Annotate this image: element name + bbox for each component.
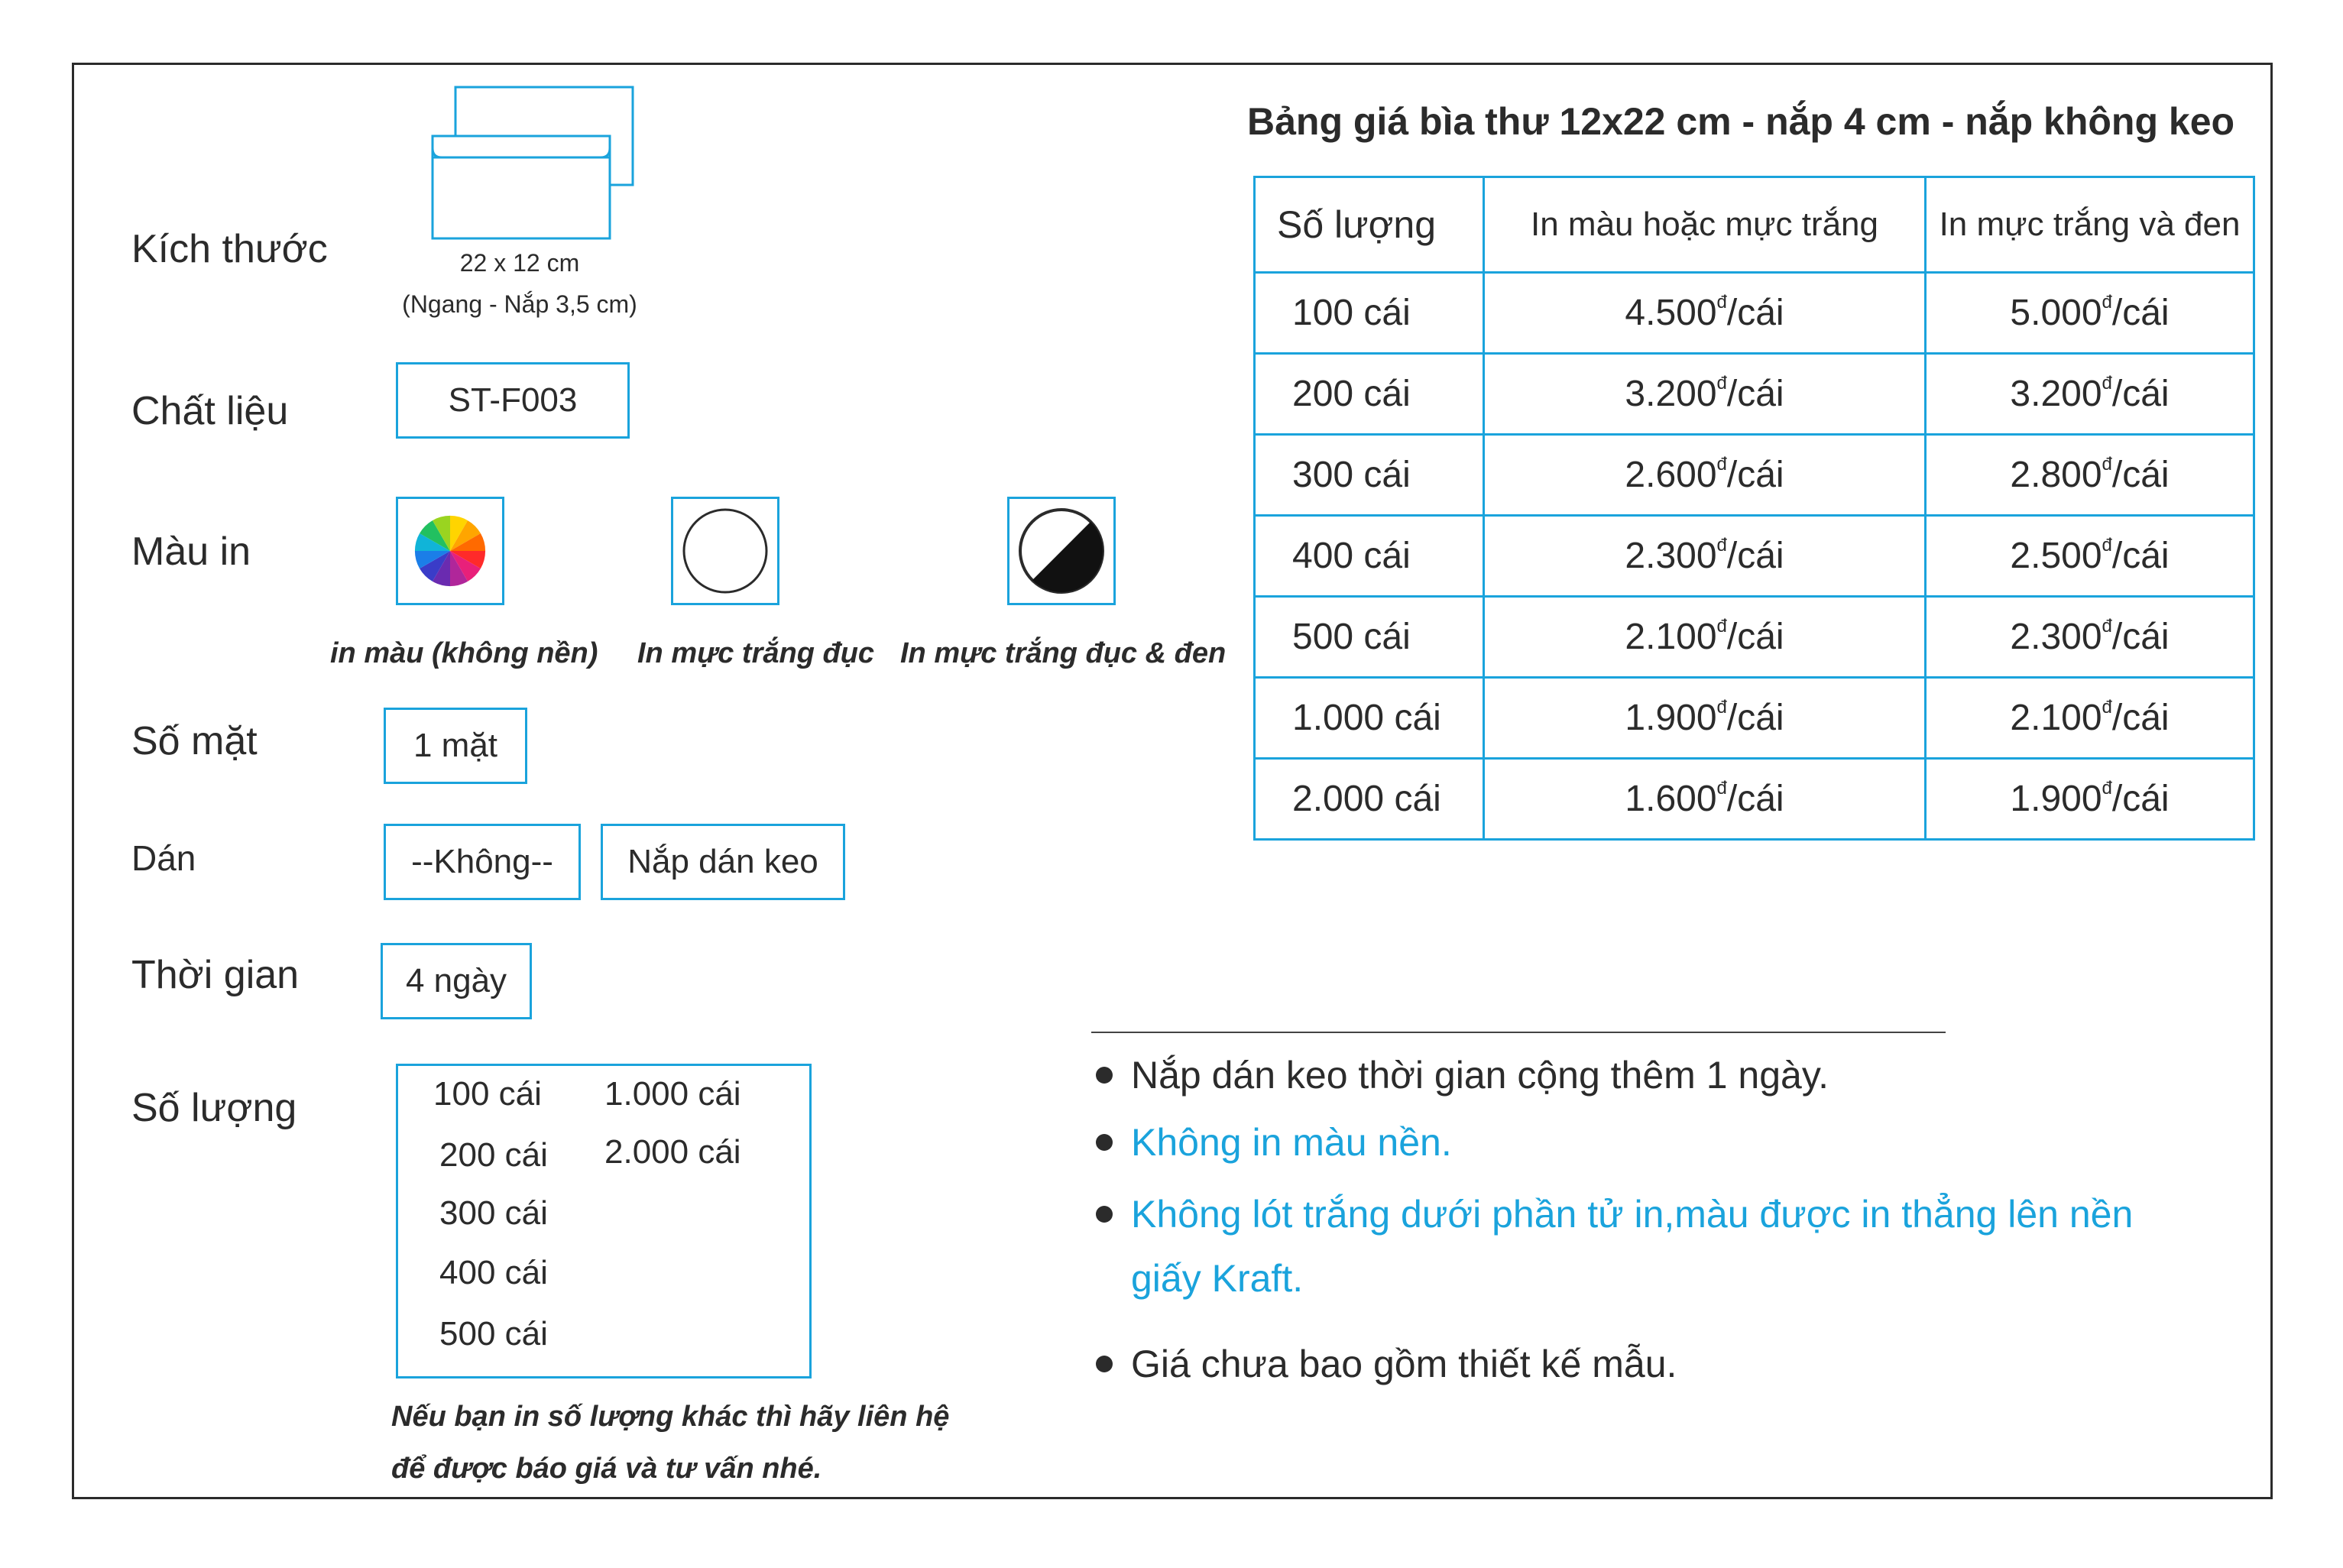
currency-mark: đ — [2102, 292, 2112, 313]
print-color-label: Màu in — [131, 530, 251, 574]
currency-mark: đ — [1716, 292, 1727, 313]
unit-suffix: /cái — [1726, 455, 1784, 495]
note-item — [1093, 1332, 2239, 1396]
bullet-icon — [1096, 1134, 1113, 1151]
unit-suffix: /cái — [1726, 536, 1784, 576]
bullet-icon — [1096, 1356, 1113, 1372]
unit-suffix: /cái — [2111, 455, 2170, 495]
unit-suffix: /cái — [2111, 779, 2170, 819]
table-row — [1255, 678, 2254, 759]
price-table — [1253, 176, 2255, 841]
cell-quantity: 1.000 cái — [1255, 678, 1484, 759]
price-value: 2.800 — [2010, 455, 2102, 495]
currency-mark: đ — [1716, 535, 1727, 556]
quantity-item[interactable]: 200 cái — [439, 1136, 548, 1174]
quantity-list — [396, 1064, 812, 1378]
print-caption-white-black: In mực trắng đục & đen — [900, 637, 1227, 669]
note-text: Không in màu nền. — [1131, 1121, 1452, 1164]
cell-price-white-black — [1926, 759, 2254, 840]
cell-price-color — [1484, 759, 1926, 840]
price-table-header — [1255, 177, 2254, 273]
unit-suffix: /cái — [1726, 617, 1784, 657]
quantity-item[interactable]: 400 cái — [439, 1254, 548, 1291]
price-value: 1.600 — [1625, 779, 1717, 819]
time-label: Thời gian — [131, 953, 300, 997]
price-value: 5.000 — [2010, 293, 2102, 333]
cell-price-white-black — [1926, 516, 2254, 597]
table-row — [1255, 516, 2254, 597]
glue-option-none[interactable]: --Không-- — [384, 824, 581, 900]
cell-price-color — [1484, 435, 1926, 516]
cell-price-color — [1484, 678, 1926, 759]
price-value: 2.300 — [2010, 617, 2102, 657]
currency-mark: đ — [1716, 778, 1727, 799]
sides-label: Số mặt — [131, 719, 258, 763]
currency-mark: đ — [2102, 697, 2112, 718]
table-row — [1255, 759, 2254, 840]
unit-suffix: /cái — [2111, 293, 2170, 333]
unit-suffix: /cái — [2111, 698, 2170, 738]
unit-suffix: /cái — [1726, 374, 1784, 414]
envelope-icon — [428, 84, 642, 245]
cell-quantity: 200 cái — [1255, 354, 1484, 435]
divider — [1091, 1032, 1946, 1033]
cell-quantity: 2.000 cái — [1255, 759, 1484, 840]
sides-option[interactable]: 1 mặt — [384, 708, 527, 784]
cell-price-color — [1484, 597, 1926, 678]
currency-mark: đ — [2102, 616, 2112, 637]
size-dimension: 22 x 12 cm — [459, 249, 580, 277]
cell-price-color — [1484, 273, 1926, 354]
quantity-item[interactable]: 1.000 cái — [604, 1075, 741, 1113]
currency-mark: đ — [1716, 373, 1727, 394]
currency-mark: đ — [1716, 616, 1727, 637]
unit-suffix: /cái — [1726, 698, 1784, 738]
material-label: Chất liệu — [131, 389, 289, 433]
unit-suffix: /cái — [1726, 779, 1784, 819]
color-wheel-icon — [413, 514, 487, 588]
table-row — [1255, 597, 2254, 678]
cell-quantity: 100 cái — [1255, 273, 1484, 354]
price-value: 3.200 — [1625, 374, 1717, 414]
bullet-icon — [1096, 1206, 1113, 1223]
unit-suffix: /cái — [2111, 374, 2170, 414]
header-white-black: In mực trắng và đen — [1926, 177, 2254, 273]
unit-suffix: /cái — [2111, 617, 2170, 657]
glue-label: Dán — [131, 838, 196, 878]
quantity-item[interactable]: 2.000 cái — [604, 1133, 741, 1171]
unit-suffix: /cái — [2111, 536, 2170, 576]
unit-suffix: /cái — [1726, 293, 1784, 333]
quantity-note-line1: Nếu bạn in số lượng khác thì hãy liên hệ — [391, 1401, 950, 1433]
table-row — [1255, 273, 2254, 354]
note-item — [1093, 1110, 2239, 1174]
price-value: 1.900 — [1625, 698, 1717, 738]
print-caption-white: In mực trắng đục — [637, 637, 875, 669]
quantity-item[interactable]: 100 cái — [433, 1075, 542, 1113]
quantity-item[interactable]: 500 cái — [439, 1315, 548, 1353]
currency-mark: đ — [2102, 778, 2112, 799]
price-value: 2.500 — [2010, 536, 2102, 576]
cell-price-color — [1484, 354, 1926, 435]
quantity-note-line2: để được báo giá và tư vấn nhé. — [391, 1453, 822, 1485]
cell-price-white-black — [1926, 597, 2254, 678]
cell-price-white-black — [1926, 678, 2254, 759]
print-caption-color: in màu (không nền) — [330, 637, 598, 669]
cell-quantity: 500 cái — [1255, 597, 1484, 678]
size-detail: (Ngang - Nắp 3,5 cm) — [402, 290, 637, 318]
cell-price-white-black — [1926, 273, 2254, 354]
price-table-title: Bảng giá bìa thư 12x22 cm - nắp 4 cm - nắp không keo — [1247, 100, 2235, 143]
material-option[interactable]: ST-F003 — [396, 362, 630, 439]
cell-quantity: 400 cái — [1255, 516, 1484, 597]
header-quantity: Số lượng — [1255, 177, 1484, 273]
size-label: Kích thước — [131, 227, 328, 271]
glue-option-flap[interactable]: Nắp dán keo — [601, 824, 845, 900]
note-text: Nắp dán keo thời gian cộng thêm 1 ngày. — [1131, 1054, 1829, 1097]
quantity-item[interactable]: 300 cái — [439, 1194, 548, 1232]
header-color: In màu hoặc mực trắng — [1484, 177, 1926, 273]
price-value: 1.900 — [2010, 779, 2102, 819]
note-text: Giá chưa bao gồm thiết kế mẫu. — [1131, 1343, 1677, 1385]
currency-mark: đ — [2102, 535, 2112, 556]
price-value: 3.200 — [2010, 374, 2102, 414]
table-row — [1255, 354, 2254, 435]
price-value: 4.500 — [1625, 293, 1717, 333]
white-circle-icon — [681, 507, 770, 595]
note-item — [1093, 1182, 2140, 1310]
price-value: 2.300 — [1625, 536, 1717, 576]
price-value: 2.100 — [2010, 698, 2102, 738]
table-row — [1255, 435, 2254, 516]
price-value: 2.100 — [1625, 617, 1717, 657]
cell-price-color — [1484, 516, 1926, 597]
note-item — [1093, 1043, 2239, 1107]
currency-mark: đ — [2102, 373, 2112, 394]
currency-mark: đ — [1716, 454, 1727, 475]
print-option-white[interactable] — [671, 497, 779, 605]
currency-mark: đ — [2102, 454, 2112, 475]
cell-quantity: 300 cái — [1255, 435, 1484, 516]
cell-price-white-black — [1926, 354, 2254, 435]
half-black-circle-icon — [1017, 507, 1106, 595]
note-text: Không lót trắng dưới phần tử in,màu được in thẳng lên nền giấy Kraft. — [1131, 1193, 2134, 1300]
print-option-color[interactable] — [396, 497, 504, 605]
currency-mark: đ — [1716, 697, 1727, 718]
time-option[interactable]: 4 ngày — [381, 943, 532, 1019]
cell-price-white-black — [1926, 435, 2254, 516]
price-value: 2.600 — [1625, 455, 1717, 495]
bullet-icon — [1096, 1067, 1113, 1084]
print-option-white-black[interactable] — [1007, 497, 1116, 605]
notes-list — [1093, 1043, 2239, 1396]
quantity-label: Số lượng — [131, 1086, 297, 1130]
